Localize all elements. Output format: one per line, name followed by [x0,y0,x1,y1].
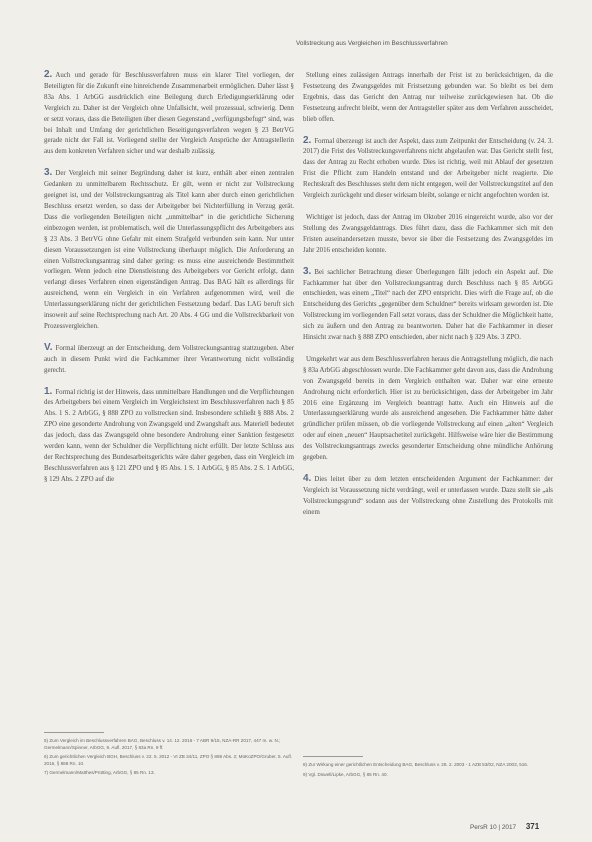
running-title: Vollstreckung aus Vergleichen im Beschlussverfahren [296,40,448,47]
running-header [296,40,566,47]
paragraph [303,70,553,126]
paragraph-text: Bei sachlicher Betrachtung dieser Überlegungen fällt jedoch ein Aspekt auf. Die Fachkammer hat über den Vollstreckungsantrag durch Beschluss nach § 85 ArbGG entschieden, was einem „Titel“ nach der ZPO entspricht. Dies wirft die Frage auf, ob die Entscheidung des Gerichts „gegenüber dem Schuldner“ bereits wirksam geworden ist. Die Vollstreckung im vorliegenden Fall setzt voraus, dass der Schuldner die Möglichkeit hatte, sich zu äußern und den Antrag zu beantworten. Daher hat die Fachkammer in dieser Hinsicht zwar nach § 888 ZPO entschieden, aber nicht nach § 329 Abs. 3 ZPO. [303,268,553,342]
paragraph [44,387,294,486]
paragraph-number: 1. [44,385,53,397]
journal-issue: PersR 10 | 2017 [470,824,517,831]
footnote: 8) Zur Wirkung einer gerichtlichen Entscheidung BAG, Beschluss v. 28. 2. 2003 - 1 AZB 53/02, NZA 2003, 516. [303,762,529,767]
footnote: 6) Zum gerichtlichen Vergleich BGH, Beschluss v. 22. 5. 2012 - VI ZB 34/11, ZPO § 888 Abs. 2; MüKoZPO/Gruber, 5. Aufl. 2016, § 888 Rn. 10. [44,754,293,766]
paragraph-number: 3. [303,265,312,277]
paragraph [303,136,553,202]
paragraph-text: Stellung eines zulässigen Antrags innerhalb der Frist ist zu berücksichtigen, da die Festsetzung des Zwangsgeldes mit Fristsetzung gebunden war. So bleibt es bei dem Ergebnis, dass das Gericht den Antrag nur teilweise zurückgewiesen hat. Ob die Festsetzung aufrecht bleibt, wenn der Antragsteller später aus dem Verfahren ausscheidet, blieb offen. [303,72,553,123]
paragraph [44,70,294,158]
paragraph-text: Formal richtig ist der Hinweis, dass unmittelbare Handlungen und die Verpflichtungen des Arbeitgebers bei einem Vergleich im Vergleichstext im Beschlussverfahren nach § 85 Abs. 1 S. 2 ArbGG, § 888 ZPO zu vollstrecken sind. Insbesondere schließt § 888 Abs. 2 ZPO eine gesonderte Androhung von Zwangsgeld und Zwangshaft aus. Materiell bedeutet das jedoch, dass das Zwangsgeld ohne besondere Androhung einer Sanktion festgesetzt werden kann, wenn der Schuldner die Verpflichtung nicht erfüllt. Der letzte Schluss aus der Rechtsprechung des Bundesarbeitsgerichts wäre daher gegeben, dass ein Vergleich im Beschlussverfahren aus § 121 ZPO und § 85 Abs. 1 S. 1 ArbGG, § 85 Abs. 2 S. 1 ArbGG, § 129 Abs. 2 ZPO auf die [44,388,294,483]
paragraph-text: Formal überzeugt ist auch der Aspekt, dass zum Zeitpunkt der Entscheidung (v. 24. 3. 2017) die Frist des Vollstreckungsverfahrens nicht abgelaufen war. Das Gericht stellt fest, dass der Antrag zu Recht erhoben wurde. Dies ist richtig, weil mit Ablauf der gesetzten Frist die Pflicht zum Handeln entstand und der Arbeitgeber nicht reagierte. Die Rechtskraft des Beschlusses steht dem nicht entgegen, weil der Vollstreckungstitel auf den Vergleich zurückgeht und dieser wirksam bleibt, solange er nicht angefochten worden ist. [303,137,553,200]
paragraph-text: Der Vergleich mit seiner Begründung daher ist kurz, enthält aber einen zentralen Gedanken zu unmittelbarem Rechtsschutz. Er gilt, wenn er nicht zur Vollstreckung geeignet ist, und der Vollstreckungsantrag als Titel kann aber durch einen gerichtlichen Beschluss ersetzt werden, so dass der Arbeitgeber bei Nichterfüllung in Verzug gerät. Dass die vorliegenden Beteiligten nicht „unmittelbar“ in die gerichtliche Sicherung einbezogen werden, ist problematisch, weil die Unterlassungspflicht des Arbeitgebers aus § 23 Abs. 3 BetrVG ohne Gefahr mit einem Strafgeld verbunden sein kann. Nur unter diesen Voraussetzungen ist eine Vollstreckung überhaupt möglich. Die Anforderung an einen Vollstreckungsantrag sind daher gering: es muss eine ausreichende Bestimmtheit vorliegen. Wenn jedoch eine Dienstleistung des Arbeitgebers vor Gericht erfolgt, dann verlangt dieses Verfahren einen eigenständigen Antrag. Das BAG hält es allerdings für ausreichend, wenn ein Vergleich in ein Verfahren aufgenommen wird, weil die Unterlassungserklärung nicht der gerichtlichen Festsetzung bedarf. Das LAG beruft sich insoweit auf seine Rechtsprechung nach Art. 20 Abs. 4 GG und die Vollstreckbarkeit von Prozessvergleichen. [44,170,294,330]
paragraph [44,343,294,377]
left-footnotes [44,732,294,780]
paragraph-number: 4. [303,473,312,484]
paragraph-text: Wichtiger ist jedoch, dass der Antrag im Oktober 2016 eingereicht wurde, also vor der Stellung des Zwangsgeldantrags. Dies führt dazu, dass die Fachkammer sich mit den Fristen auseinandersetzen musste, bevor sie über die Festsetzung des Zwangsgeldes im Jahr 2016 entscheiden konnte. [303,213,553,254]
paragraph [44,168,294,333]
footnote: 9) Vgl. Düwell/Lipke, ArbGG, § 85 Rn. 40. [303,771,388,777]
paragraph-text: Formal überzeugt an der Entscheidung, dem Vollstreckungsantrag stattzugeben. Aber auch in diesem Punkt wird die Fachkammer ihrer Verantwortung nicht vollständig gerecht. [44,344,294,374]
footnote-divider [303,756,363,757]
right-column [303,70,553,529]
paragraph-text: Auch und gerade für Beschlussverfahren muss ein klarer Titel vorliegen, der Beteiligten für die Zukunft eine hinreichende Zusammenarbeit ermöglichen. Daher lässt § 83a Abs. 1 ArbGG ausdrücklich eine Beilegung durch Erledigungserklärung oder Vergleich zu. Daher ist der Vergleich ohne Unfallsicht, weil prozessual, schwierig. Denn er setzt voraus, dass die Beteiligten über diesen Gegenstand „verfügungsbefugt“ sind, was bei Inhalt und Umfang der gerichtlichen Beseitigungsverfahren wegen § 23 BetrVG gerade nicht der Fall ist. Vorliegend stellte der Vergleich Ansprüche der Antragstellerin aus dem konkreten Verfahren sicher und war deshalb zulässig. [44,72,294,156]
paragraph-number: 2. [303,134,312,146]
left-column [44,70,294,496]
paragraph-text: Umgekehrt war aus dem Beschlussverfahren heraus die Antragstellung möglich, die nach § 83a ArbGG abgeschlossen wurde. Die Fachkammer geht davon aus, dass die Androhung von Zwangsgeld bereits in dem Vergleich enthalten war. Daher war eine erneute Androhung nicht erforderlich. Hier ist zu berücksichtigen, dass der Arbeitgeber im Jahr 2016 eine Ergänzung im Vergleich beantragt hatte. Auch ein Hinweis auf die Unterlassungserklärung wurde als ausreichend angesehen. Die Fachkammer hätte daher gründlicher prüfen müssen, ob die vorliegende Vollstreckung auf einen „alten“ Vergleich oder auf einen „neuen“ Hauptsachetitel zurückgeht. Hilfsweise wäre hier die Bestimmung des Vollstreckungsantrags zwecks gesonderter Entscheidung ohne mündliche Anhörung gegeben. [303,355,553,462]
paragraph [303,354,553,464]
paragraph [303,474,553,519]
paragraph [303,212,553,257]
right-footnotes [303,756,553,781]
page-number: 371 [525,822,540,831]
page-footer [470,822,539,831]
footnote-divider [44,732,104,733]
paragraph-number: 2. [44,69,53,80]
paragraph-number: 3. [44,167,53,179]
paragraph-number: V. [44,341,53,353]
paragraph [303,267,553,344]
paragraph-text: Dies leitet über zu dem letzten entscheidenden Argument der Fachkammer: der Vergleich ist Voraussetzung nicht verdrängt, weil er unterlassen wurde. Dazu stellt sie „als Vollstreckungsgrund“ sodann aus der Vollstreckung ohne Zustellung des Protokolls mit einem [303,476,553,516]
footnote: 5) Zum Vergleich im Beschlussverfahren BAG, Beschluss v. 14. 12. 2016 - 7 ABR 9/15, NZA-RR 2017, 447 m. w. N.; Germelmann/Spinner, ArbGG, 9. Aufl. 2017, § 83a Rn. 9 ff. [44,738,281,750]
footnote: 7) Germelmann/Matthes/Prütting, ArbGG, § 85 Rn. 13. [44,770,155,776]
